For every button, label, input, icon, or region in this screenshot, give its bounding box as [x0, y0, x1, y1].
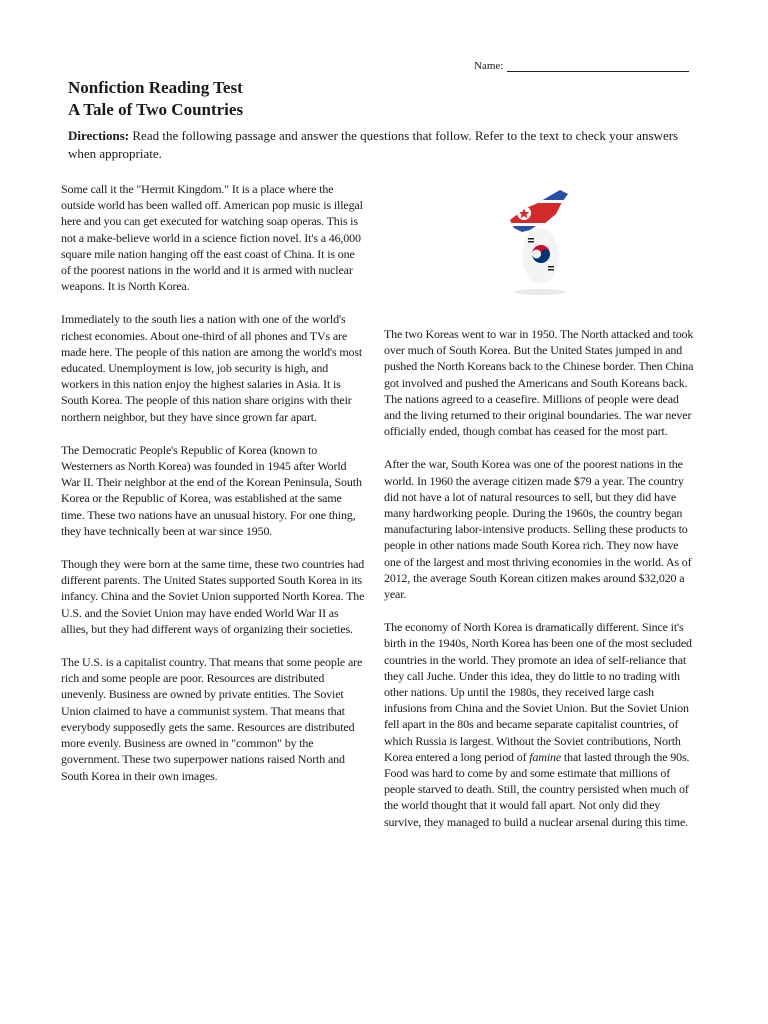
paragraph: Some call it the "Hermit Kingdom." It is a place where the outside world has been walled off. American pop music is illegal here and you can get executed for watching soap operas. This is not a make-believe world in a science fiction novel. It's a 46,000 square mile nation hanging off the east coast of China. It is one of the poorest nations in the world and it is armed with nuclear weapons. It is North Korea. — [61, 182, 363, 294]
paragraph: The U.S. is a capitalist country. That means that some people are rich and some people are poor. Resources are distributed unevenly. Business are owned by private entities. The Soviet Union claimed to have a communist system. That means that everybody supposedly gets the same. Resources are distributed more evenly. Business are owned in "common" by the government. These two superpower nations raised North and South Korea in their own images. — [61, 655, 363, 783]
paragraph — [384, 619, 696, 830]
name-field[interactable] — [474, 60, 689, 72]
directions-label: Directions: — [68, 128, 130, 143]
korea-flag-map-image — [500, 188, 580, 298]
page-title — [68, 77, 243, 121]
right-column — [384, 326, 696, 830]
title-line-2: A Tale of Two Countries — [68, 100, 244, 119]
paragraph-text: The economy of North Korea is dramatically different. Since it's birth in the 1940s, North Korea has been one of the most secluded countries in the world. They promote an idea of self-reliance that they call Juche. Under this idea, they do little to no trading with other nations. Up until the 1980s, they received large cash infusions from China and the Soviet Union. But the Soviet Union fell apart in the 80s and became separate capitalist countries, of which Russia is largest. Without the Soviet contributions, North Korea entered a long period of — [384, 620, 692, 764]
name-blank-line[interactable] — [507, 61, 689, 72]
paragraph: Though they were born at the same time, these two countries had different parents. The United States supported South Korea in its infancy. China and the Soviet Union supported North Korea. The U.S. and the Soviet Union may have ended World War II as allies, but they had different ways of organizing their societies. — [61, 557, 365, 636]
name-label: Name: — [474, 60, 504, 72]
left-column — [61, 181, 367, 784]
south-korea-flag-shape — [500, 226, 580, 288]
italic-word-famine: famine — [529, 749, 562, 764]
paragraph: Immediately to the south lies a nation with one of the world's richest economies. About one-third of all phones and TVs are made here. The people of this nation are among the world's most educated. Unemployment is low, job security is high, and workers in this nation enjoy the highest salaries in Asia. It is South Korea. The people of this nation share origins with their northern neighbor, but they have since grown far apart. — [61, 312, 363, 424]
paragraph: The two Koreas went to war in 1950. The North attacked and took over much of South Korea. But the United States jumped in and pushed the North Koreans back to the Chinese border. Then China got involved and pushed the Americans and South Koreans back. The nations agreed to a ceasefire. Millions of people were dead and the living returned to their original boundaries. The war never officially ended, though combat has ceased for the most part. — [384, 327, 694, 439]
paragraph: The Democratic People's Republic of Korea (known to Westerners as North Korea) was founded in 1945 after World War II. Their neighbor at the end of the Korean Peninsula, South Korea or the Republic of Korea, was established at the same time. These two nations have an unusual history. For one thing, they have technically been at war since 1950. — [61, 442, 362, 538]
paragraph-text: that lasted through the 90s. Food was hard to come by and some estimate that millions of people starved to death. Still, the country persisted when much of the world thought that it would fall apart. Not only did they survive, they managed to build a nuclear arsenal during this time. — [384, 749, 690, 829]
directions-text: Read the following passage and answer the questions that follow. Refer to the text to check your answers when appropriate. — [68, 128, 679, 161]
title-line-1: Nonfiction Reading Test — [68, 78, 243, 97]
paragraph: After the war, South Korea was one of the poorest nations in the world. In 1960 the average citizen made $79 a year. The country did not have a lot of natural resources to sell, but they did have many hardworking people. During the 1960s, the country began manufacturing labor-intensive products. Selling these products to people in other nations made South Korea rich. They now have one of the largest and most thriving economies in the world. As of 2012, the average South Korean citizen makes around $32,020 a year. — [384, 457, 692, 602]
directions — [68, 127, 698, 163]
